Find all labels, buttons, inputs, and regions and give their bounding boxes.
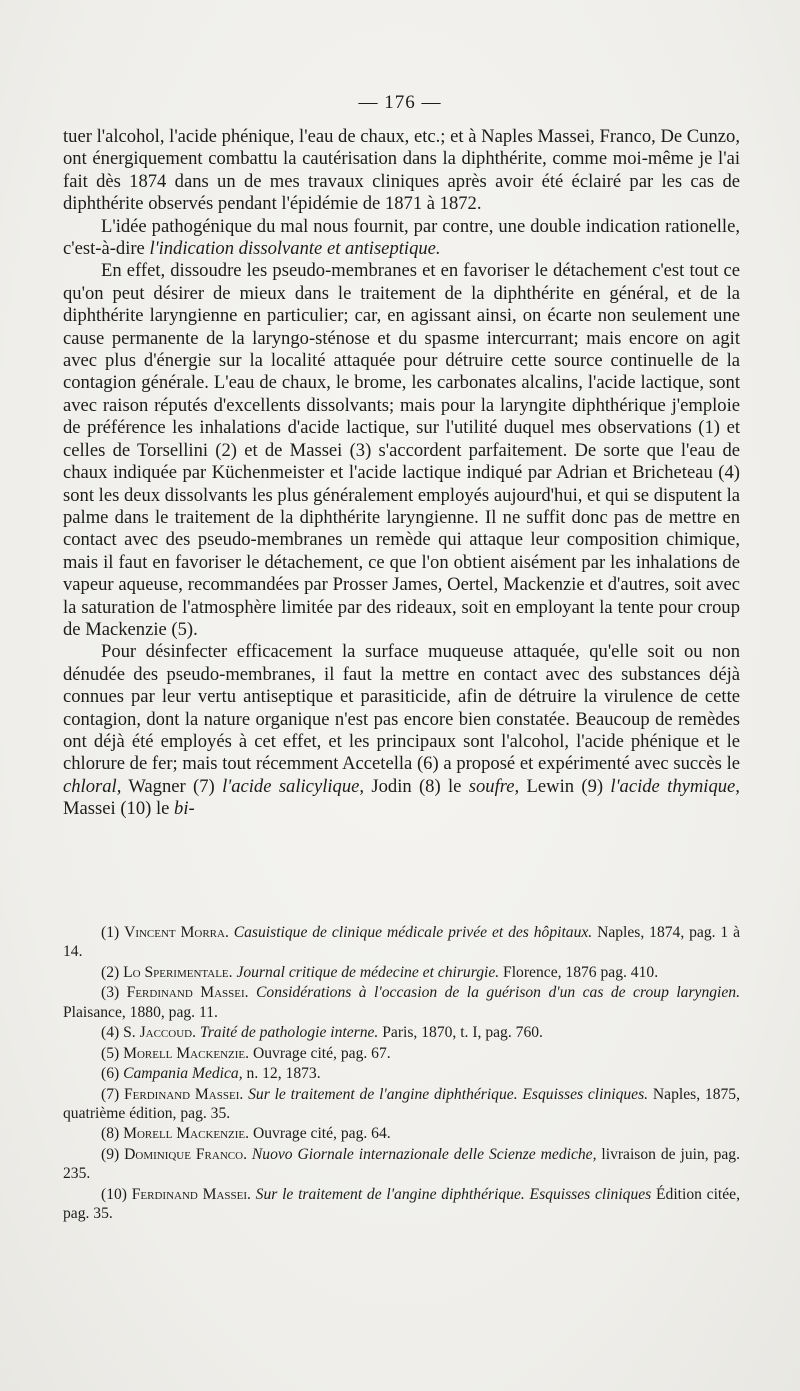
footnote-number: (9) [101,1145,125,1163]
italic-text: Campania Medica, [123,1065,243,1083]
text-run: Naples, 1874, pag. 1 à 14. [63,924,740,961]
author-name: S. Jaccoud. [123,1024,196,1042]
italic-text: Traité de pathologie interne. [199,1024,379,1042]
text-run: Jodin (8) le [364,775,469,797]
italic-text: soufre, [468,775,520,797]
italic-text: Sur le traitement de l'angine diphthérique. Esquisses cliniques [255,1185,652,1203]
italic-text: Casuistique de clinique médicale privée et des hôpitaux. [233,924,593,941]
footnote-number: (7) [101,1085,124,1103]
author-name: Dominique Franco. [124,1145,247,1163]
text-run: L'idée pathogénique du mal nous fournit, par contre, une double indication rationelle, c'est-à-dire [63,215,740,260]
text-run: n. 12, 1873. [242,1065,321,1083]
footnotes [63,923,740,1224]
text-run: Ouvrage cité, pag. 64. [249,1125,391,1143]
footnote [63,1044,740,1063]
italic-text: Journal critique de médecine et chirurgie. [236,963,500,981]
author-name: Ferdinand Massei. [124,1085,244,1103]
text-run: livraison de juin, pag. 235. [63,1145,740,1183]
footnote [63,983,740,1022]
author-name: Morell Mackenzie. [123,1044,250,1062]
italic-text: Considérations à l'occasion de la guérison d'un cas de croup laryngien. [256,984,740,1002]
footnote [63,923,740,962]
text-run: Ouvrage cité, pag. 67. [249,1044,391,1062]
text-run: Florence, 1876 pag. 410. [499,963,659,981]
text-run: tuer l'alcohol, l'acide phénique, l'eau de chaux, etc.; et à Naples Massei, Franco, De Cunzo, ont énergiquement combattu la cautérisation dans la diphthérite, comme moi-même je l'ai fait dès 1874 dans un de mes travaux cliniques après avoir été éclairé par les cas de diphthérite observés pendant l'épidémie de 1871 à 1872. [63,126,740,215]
text-run: Wagner (7) [121,775,223,797]
footnote-number: (8) [101,1125,124,1143]
author-name: Morell Mackenzie. [123,1125,250,1143]
footnote-number: (4) [101,1024,124,1042]
text-run: Paris, 1870, t. I, pag. 760. [378,1024,543,1042]
text-run: Lewin (9) [519,775,611,797]
page-number: — 176 — [358,92,442,113]
italic-text: l'acide salicylique, [222,775,365,797]
author-name: Lo Sperimentale. [123,963,233,981]
footnote-number: (10) [101,1185,132,1203]
paragraph [63,126,740,216]
text-run [249,984,256,1001]
author-name: Vincent Morra. [124,924,229,941]
footnote [63,1064,740,1083]
footnote [63,1085,740,1124]
text-run: Pour désinfecter efficacement la surface muqueuse attaquée, qu'elle soit ou non dénudée des pseudo-membranes, il faut la mettre en contact avec des substances déjà connues par leur vertu antiseptique et parasiticide, afin de détruire la virulence de cette contagion, dont la nature organique n'est pas encore bien constatée. Beaucoup de remèdes ont déjà été employés à cet effet, et les principaux sont l'alcohol, l'acide phénique et le chlorure de fer; mais tout récemment Accetella (6) a proposé et expérimenté avec succès le [63,641,740,775]
paragraph [63,641,740,820]
italic-text: l'acide thymique, [610,775,740,797]
italic-text: Nuovo Giornale internazionale delle Scienze mediche, [251,1145,597,1163]
text-run: En effet, dissoudre les pseudo-membranes et en favoriser le détachement c'est tout ce qu'on peut désirer de mieux dans le traitement de la diphthérite en général, et de la diphthérite laryngienne en particulier; car, en agissant ainsi, on écarte non seulement une cause permanente de la laryngo-sténose et du spasme intercurrant; mais encore on agit avec plus d'énergie sur la localité attaquée pour détruire cette source continuelle de la contagion générale. L'eau de chaux, le brome, les carbonates alcalins, l'acide lactique, sont avec raison réputés d'excellents dissolvants; mais pour la laryngite diphthérique j'emploie de préférence les inhalations d'acide lactique, sur l'utilité duquel mes observations (1) et celles de Torsellini (2) et de Massei (3) s'accordent parfaitement. De sorte que l'eau de chaux indiquée par Küchenmeister et l'acide lactique indiqué par Adrian et Bricheteau (4) sont les deux dissolvants les plus généralement employés aujourd'hui, et qui se disputent la palme dans le traitement de la diphthérite laryngienne. Il ne suffit donc pas de mettre en contact avec des pseudo-membranes un remède qui attaque leur composition chimique, mais il faut en favoriser le détachement, ce que l'on obtient aisément par les inhalations de vapeur aqueuse, recommandées par Prosser James, Oertel, Mackenzie et d'autres, soit avec la saturation de l'atmosphère limitée par des rideaux, soit en employant la tente pour croup de Mackenzie (5). [63,260,740,640]
author-name: Ferdinand Massei. [131,1185,251,1203]
italic-text: chloral, [63,775,122,797]
footnote [63,1145,740,1184]
footnote-number: (5) [101,1044,124,1062]
italic-text: l'indication dissolvante et antiseptique. [149,238,441,260]
text-run: Naples, 1875, quatrième édition, pag. 35. [63,1085,740,1122]
footnote [63,1124,740,1143]
italic-text: Sur le traitement de l'angine diphthérique. Esquisses cliniques. [248,1085,649,1103]
text-run: Plaisance, 1880, pag. 11. [63,1003,218,1021]
text-run: Édition citée, pag. 35. [63,1185,740,1222]
italic-text: bi- [174,798,195,820]
footnote-number: (3) [101,984,127,1002]
footnote-number: (1) [101,924,125,941]
paragraph [63,216,740,261]
text-run: Massei (10) le [63,798,175,820]
footnote-number: (2) [101,963,124,981]
footnote [63,963,740,982]
author-name: Ferdinand Massei. [126,984,249,1002]
body-text [63,126,740,821]
footnote [63,1023,740,1042]
footnote-number: (6) [101,1065,124,1083]
paragraph [63,260,740,641]
footnote [63,1185,740,1224]
